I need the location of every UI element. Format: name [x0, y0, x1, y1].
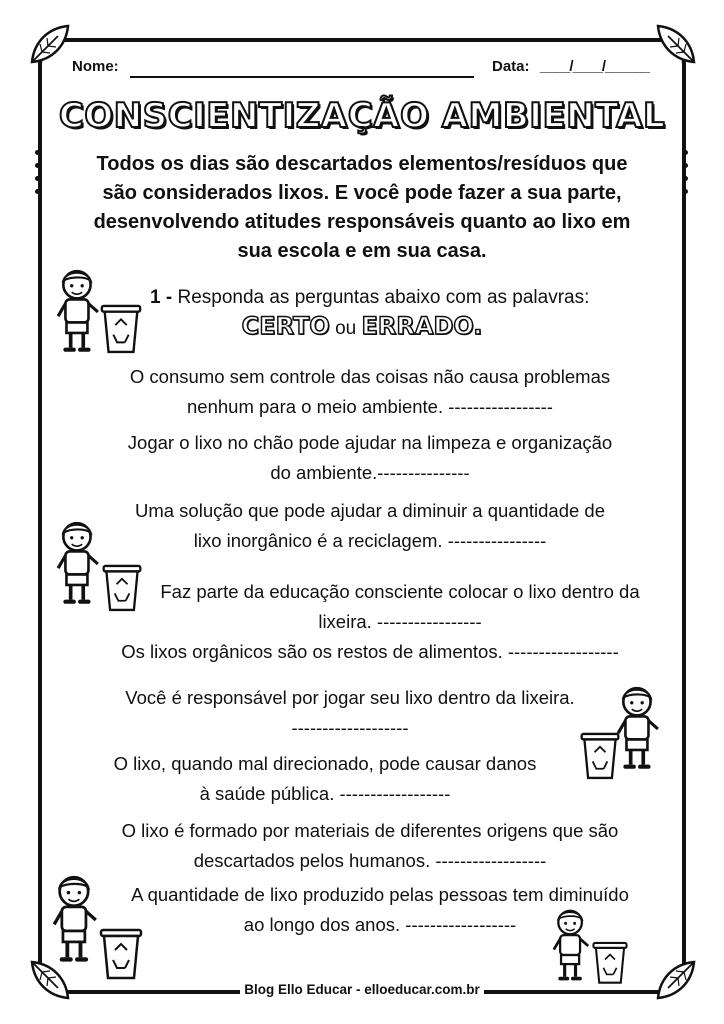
statement-line: Uma solução que pode ajudar a diminuir a quantidade de — [134, 500, 605, 521]
intro-line: são considerados lixos. E você pode fazer a sua parte, — [102, 182, 622, 204]
option-certo: CERTO — [241, 312, 330, 340]
option-errado: ERRADO — [361, 312, 474, 340]
date-label: Data: — [492, 58, 530, 75]
statement-5 — [90, 637, 650, 667]
statement-line: O lixo, quando mal direcionado, pode causar danos — [113, 753, 537, 774]
child-illustration — [552, 906, 590, 986]
statement-answer-line[interactable]: do ambiente.--------------- — [270, 462, 470, 483]
option-connector: ou — [335, 318, 357, 339]
decorative-dots — [683, 150, 689, 202]
statement-answer-line[interactable]: ao longo dos anos. ------------------ — [243, 914, 517, 935]
statement-8 — [90, 816, 650, 876]
statement-line[interactable]: Os lixos orgânicos são os restos de alimentos. ------------------ — [121, 641, 619, 662]
question-number: 1 - — [150, 287, 173, 308]
statement-answer-line[interactable]: descartados pelos humanos. ------------------ — [193, 850, 547, 871]
statement-3 — [90, 496, 650, 556]
intro-line: Todos os dias são descartados elementos/resíduos que — [96, 153, 628, 175]
statement-line: O lixo é formado por materiais de diferentes origens que são — [121, 820, 619, 841]
question-prompt: Responda as perguntas abaixo com as palavras: — [177, 287, 590, 308]
statement-line: O consumo sem controle das coisas não causa problemas — [129, 366, 611, 387]
child-illustration — [52, 868, 98, 972]
child-illustration — [56, 520, 100, 608]
intro-line: desenvolvendo atitudes responsáveis quanto ao lixo em — [93, 211, 631, 233]
footer-credit: Blog Ello Educar - elloeducar.com.br — [240, 982, 484, 997]
child-illustration — [56, 268, 100, 356]
intro-paragraph — [70, 150, 654, 266]
recycling-bin-icon — [96, 924, 146, 982]
child-illustration — [616, 670, 660, 788]
leaf-icon — [654, 22, 698, 66]
statement-line: Você é responsável por jogar seu lixo dentro da lixeira. — [125, 687, 575, 708]
recycling-bin-icon — [98, 300, 144, 356]
statement-1 — [90, 362, 650, 422]
name-field[interactable] — [130, 76, 474, 78]
statement-answer-line[interactable]: à saúde pública. ------------------ — [199, 783, 451, 804]
statement-2 — [90, 428, 650, 488]
recycling-bin-icon — [590, 938, 630, 986]
statement-answer-line[interactable]: lixeira. ----------------- — [318, 611, 482, 632]
statement-answer-line[interactable]: nenhum para o meio ambiente. ----------------- — [187, 396, 553, 417]
statement-answer-line[interactable]: lixo inorgânico é a reciclagem. ---------------- — [193, 530, 547, 551]
question-heading — [150, 286, 589, 310]
page-title: CONSCIENTIZAÇÃO AMBIENTAL — [58, 96, 666, 136]
leaf-icon — [28, 22, 72, 66]
footer — [0, 982, 724, 997]
statement-line: Faz parte da educação consciente colocar o lixo dentro da — [160, 581, 640, 602]
option-suffix: . — [473, 312, 483, 340]
statement-4 — [140, 577, 660, 637]
statement-line: Jogar o lixo no chão pode ajudar na limpeza e organização — [127, 432, 613, 453]
intro-line: sua escola e em sua casa. — [237, 240, 487, 262]
statement-7 — [90, 749, 560, 809]
decorative-dots — [35, 150, 41, 202]
statement-6 — [90, 683, 610, 743]
statement-line: A quantidade de lixo produzido pelas pessoas tem diminuído — [131, 884, 629, 905]
name-label: Nome: — [72, 58, 119, 75]
date-field[interactable]: ____/____/______ — [540, 58, 650, 75]
statement-answer-line[interactable]: ------------------- — [291, 717, 409, 738]
recycling-bin-icon — [100, 560, 144, 614]
